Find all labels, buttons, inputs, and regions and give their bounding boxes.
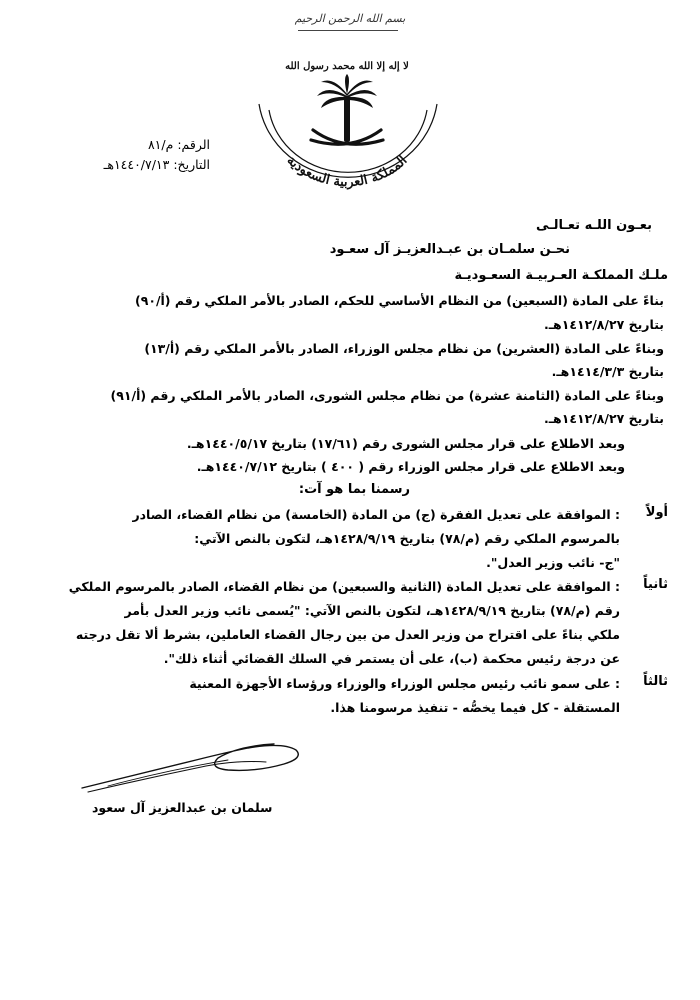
preamble-line: بتاريخ ١٤١٤/٣/٣هـ. <box>551 364 664 379</box>
article-line: المستقلة - كل فيما يخصُّه - تنفيذ مرسومنا هذا. <box>330 700 620 715</box>
preamble-line: بتاريخ ١٤١٢/٨/٢٧هـ. <box>544 317 664 332</box>
shahada-calligraphy <box>285 61 409 72</box>
article-line: : الموافقة على تعديل المادة (الثانية والسبعين) من نظام القضاء، الصادر بالمرسوم الملكي <box>68 579 620 594</box>
saudi-emblem-logo <box>255 44 440 194</box>
opening-king-name: نحـن سلمـان بن عبـدالعزيـز آل سعـود <box>329 242 570 257</box>
preamble-line: وبناءً على المادة (العشرين) من نظام مجلس الوزراء، الصادر بالأمر الملكي رقم (أ/١٣) <box>144 341 664 356</box>
opening-king-title: ملـك المملكـة العـربيـة السعـوديـة <box>454 268 668 283</box>
preamble-line: وبناءً على المادة (الثامنة عشرة) من نظام مجلس الشورى، الصادر بالأمر الملكي رقم (أ/٩١) <box>110 388 664 403</box>
article-line: ملكي بناءً على اقتراح من وزير العدل من بين رجال القضاء العاملين، بشرط ألا تقل درجته <box>75 627 620 642</box>
opening-invocation: بعـون اللـه تعـالـى <box>536 218 652 233</box>
reference-date: التاريخ: ١٤٤٠/٧/١٣هـ <box>103 157 210 172</box>
preamble-line: بتاريخ ١٤١٢/٨/٢٧هـ. <box>544 411 664 426</box>
article-line: عن درجة رئيس محكمة (ب)، على أن يستمر في السلك القضائي أثناء ذلك". <box>163 651 620 666</box>
article-label: ثانياً <box>643 577 668 592</box>
palm-tree-icon <box>317 74 377 142</box>
article-line: : الموافقة على تعديل الفقرة (ج) من المادة (الخامسة) من نظام القضاء، الصادر <box>132 507 620 522</box>
signer-name: سلمان بن عبدالعزيز آل سعود <box>92 800 273 815</box>
basmala-rule <box>298 30 398 31</box>
article-line: : على سمو نائب رئيس مجلس الوزراء والوزراء ورؤساء الأجهزة المعنية <box>189 676 620 691</box>
article-label: أولاً <box>645 505 668 520</box>
article-label: ثالثاً <box>643 674 668 689</box>
shahada-text: لا إله إلا الله محمد رسول الله <box>285 61 409 72</box>
article-line: "ج- نائب وزير العدل". <box>486 555 620 570</box>
preamble-line: بناءً على المادة (السبعين) من النظام الأساسي للحكم، الصادر بالأمر الملكي رقم (أ/٩٠) <box>134 293 664 308</box>
handwritten-signature <box>78 730 308 800</box>
basmala: بسم الله الرحمن الرحيم <box>294 12 406 25</box>
article-line: رقم (م/٧٨) بتاريخ ١٤٢٨/٩/١٩هـ، لتكون بالنص الآتي: "يُسمى نائب وزير العدل بأمر <box>124 603 620 618</box>
reference-number: الرقم: م/٨١ <box>147 137 210 152</box>
preamble-line: وبعد الاطلاع على قرار مجلس الوزراء رقم ( ٤٠٠ ) بتاريخ ١٤٤٠/٧/١٢هـ. <box>196 459 625 474</box>
decree-heading: رسمنا بما هو آت: <box>298 482 410 497</box>
emblem-ring-text: المملكة العربية السعودية <box>283 153 411 191</box>
preamble-line: وبعد الاطلاع على قرار مجلس الشورى رقم (١٧/٦١) بتاريخ ١٤٤٠/٥/١٧هـ. <box>186 436 625 451</box>
article-line: بالمرسوم الملكي رقم (م/٧٨) بتاريخ ١٤٢٨/٩/١٩هـ، لتكون بالنص الآتي: <box>194 531 620 546</box>
